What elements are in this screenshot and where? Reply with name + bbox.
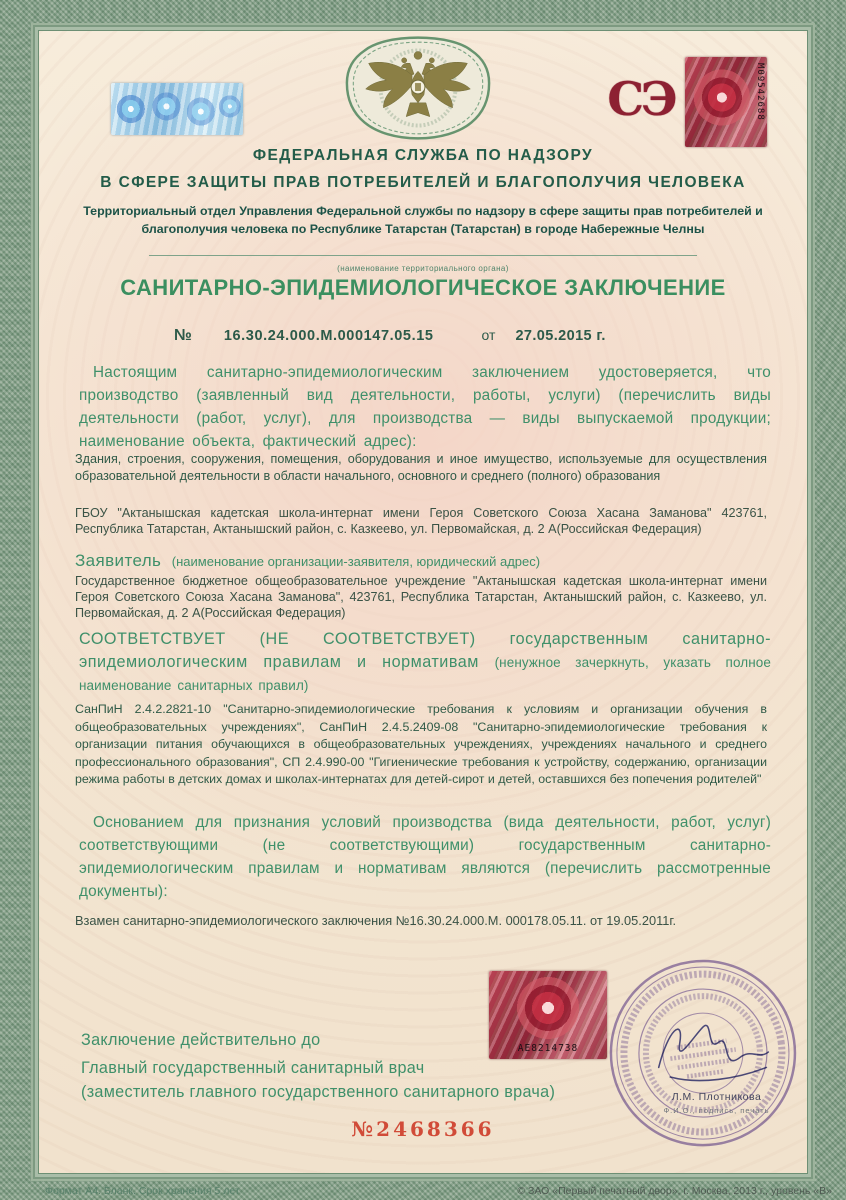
agency-name-line1: ФЕДЕРАЛЬНАЯ СЛУЖБА ПО НАДЗОРУ [252,147,594,164]
valid-until-label: Заключение действительно до [81,1031,321,1049]
hologram-right-code: М09542688 [755,63,765,121]
conformity-main: СООТВЕТСТВУЕТ (НЕ СООТВЕТСТВУЕТ) государственным санитарно-эпидемиологическим правилам и нормативам [79,630,771,671]
agency-name-line2: В СФЕРЕ ЗАЩИТЫ ПРАВ ПОТРЕБИТЕЛЕЙ И БЛАГОПОЛУЧИЯ ЧЕЛОВЕКА [100,174,746,191]
signer-caption: Ф.И.О., подпись, печать [663,1106,770,1115]
certificate-date: 27.05.2015 г. [515,328,606,344]
deputy-doctor-label: (заместитель главного государственного санитарного врача) [81,1083,556,1101]
hologram-sticker-left [111,83,243,135]
signer-block [624,1091,809,1115]
hologram-bottom-code: АЕ8214738 [517,1043,579,1054]
chief-doctor-label: Главный государственный санитарный врач [81,1059,425,1077]
double-headed-eagle-icon [339,33,497,143]
hologram-sticker-bottom [489,971,607,1059]
number-sign: № [174,327,192,344]
printing-house-note: © ЗАО «Первый печатный двор», г. Москва, 2013 г., уровень «В» [517,1185,832,1197]
basis-statement: Основанием для признания условий производства (вида деятельности, работ, услуг) соответствующими (не соответствующими) государственным санитарно-эпидемиологическим правилам и нормативам являются (перечислить рассмотренные документы): [79,814,771,900]
number-row [79,327,767,345]
replacement-note: Взамен санитарно-эпидемиологического заключения №16.30.24.000.М. 000178.05.11. от 19.05.2011г. [75,913,677,928]
applicant-caption: (наименование организации-заявителя, юридический адрес) [171,554,541,569]
sanitary-rules-list: СанПиН 2.4.2.2821-10 "Санитарно-эпидемиологические требования к условиям и организации обучения в общеобразовательных учреждениях", СанПиН 2.4.5.2409-08 "Санитарно-эпидемиологические требования к организации питания обучающихся в общеобразовательных учреждениях, учреждениях начального и среднего профессионального образования", СП 2.4.990-00 "Гигиенические требования к устройству, содержанию, организации режима работы в детских домах и школах-интернатах для детей-сирот и детей, оставшихся без попечения родителей" [75,702,767,786]
se-logo: СЭ [607,72,675,126]
territorial-caption: (наименование территориального органа) [337,264,509,273]
territorial-body-text: Территориальный отдел Управления Федеральной службы по надзору в сфере защиты прав потребителей и благополучия человека по Республике Татарстан (Татарстан) в городе Набережные Челны [83,204,763,236]
signature-icon [651,1009,776,1097]
certificate-body [38,30,808,1174]
applicant-label: Заявитель [75,551,162,570]
certificate-number: 16.30.24.000.М.000147.05.15 [223,328,434,344]
document-title: САНИТАРНО-ЭПИДЕМИОЛОГИЧЕСКОЕ ЗАКЛЮЧЕНИЕ [120,275,726,300]
blank-format-note: Формат А4. Бланк. Срок хранения 5 лет [45,1185,240,1197]
coat-of-arms-emblem [339,33,497,143]
conformity-caption: (ненужное зачеркнуть, указать полное наименование санитарных правил) [79,654,772,693]
blank-serial-number: №2468366 [351,1117,495,1141]
applicant-row [75,551,767,571]
territorial-caption-rule [149,255,697,276]
date-preposition: от [481,327,496,343]
conformity-statement [79,628,771,698]
certification-statement: Настоящим санитарно-эпидемиологическим заключением удостоверяется, что производство (заявленный вид деятельности, работы, услуги) (перечислить виды деятельности (работ, услуг), для производства — виды выпускаемой продукции; наименование объекта, фактический адрес): [79,364,771,450]
signer-name: Л.М. Плотникова [671,1091,762,1103]
handwritten-signature [651,1009,776,1097]
object-name-address: ГБОУ "Актанышская кадетская школа-интернат имени Героя Советского Союза Хасана Заманова" 423761, Республика Татарстан, Актанышский район, с. Казкеево, ул. Первомайская, д. 2 А(Российская Федерация) [75,506,767,536]
applicant-details: Государственное бюджетное общеобразовательное учреждение "Актанышская кадетская школа-интернат имени Героя Советского Союза Хасана Заманова", 423761, Республика Татарстан, Актанышский район, с. Казкеево, ул. Первомайская, д. 2 А(Российская Федерация) [75,574,767,620]
hologram-sticker-right [685,57,767,147]
activity-description: Здания, строения, сооружения, помещения, оборудования и иное имущество, используемые для осуществления образовательной деятельности в области начального, основного и среднего (полного) образования [75,452,767,483]
